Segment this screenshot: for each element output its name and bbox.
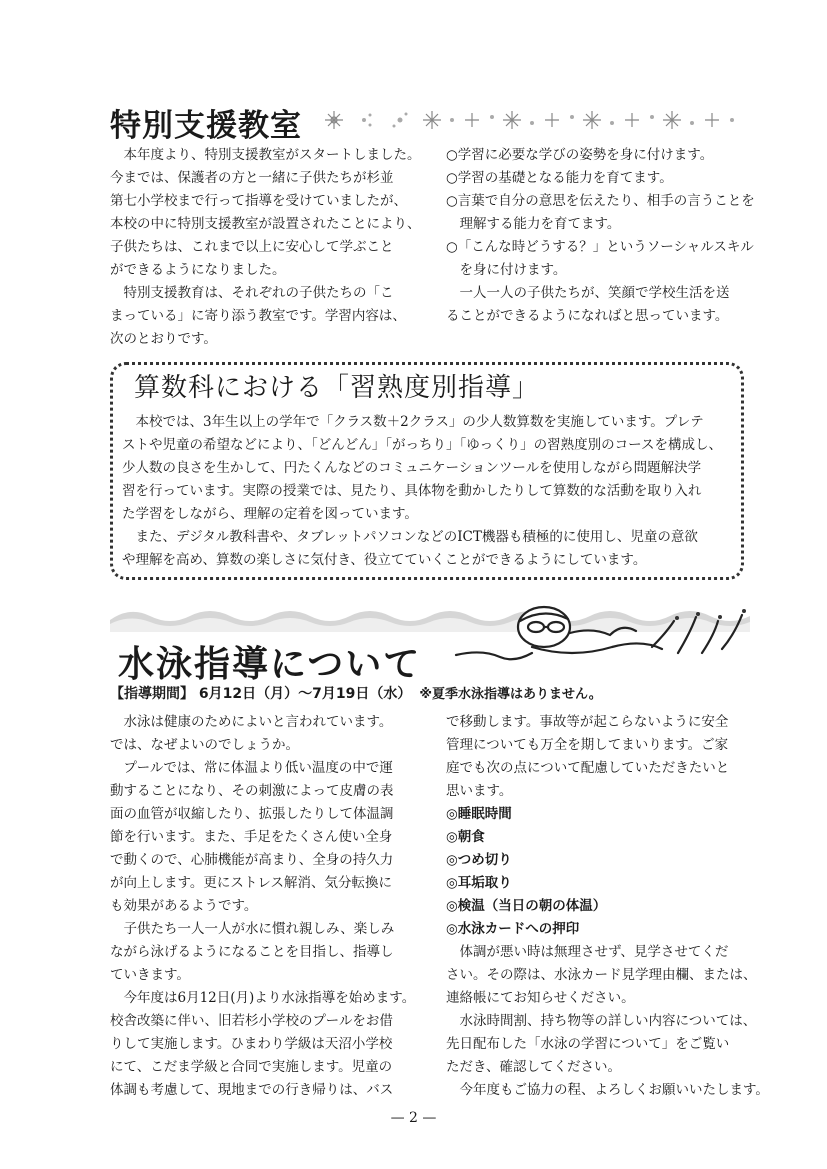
text-line: 体調が悪い時は無理させず、見学させてくだ [459, 944, 729, 960]
section-title-special-support: 特別支援教室 [110, 108, 302, 144]
checklist-item: ◎睡眠時間 [446, 806, 512, 822]
text-line: さい。その際は、水泳カード見学理由欄、または、 [446, 967, 757, 983]
text-line: まっている」に寄り添う教室です。学習内容は、 [110, 308, 406, 324]
goal-item: ○「こんな時どうする？」というソーシャルスキルを身に付けます。 [446, 239, 754, 278]
text-line: ストや児童の希望などにより、「どんどん」「がっちり」「ゆっくり」の習熟度別のコースを構成し、 [122, 437, 722, 453]
text-line: 少人数の良さを生かして、円たくんなどのコミュニケーションツールを使用しながら問題解決学 [122, 460, 702, 476]
period-note: ※夏季水泳指導はありません。 [419, 687, 602, 702]
period-dates: 【指導期間】 6月12日（月）〜7月19日（水） [110, 686, 412, 702]
text-line: 子供たち一人一人が水に慣れ親しみ、楽しみ [123, 921, 395, 937]
text-line: にて、こだま学級と合同で実施します。児童の [110, 1059, 393, 1075]
text-line: 先日配布した「水泳の学習について」をご覧い [446, 1036, 730, 1052]
page-number: — 2 — [390, 1110, 437, 1126]
text-line: 一人一人の子供たちが、笑顔で学校生活を送 [459, 285, 730, 301]
text-line: 体調も考慮して、現地までの行き帰りは、バス [110, 1082, 394, 1098]
text-line: や理解を高め、算数の楽しさに気付き、役立てていくことができるようにしています。 [122, 552, 647, 568]
text-line: 面の血管が収縮したり、拡張したりして体温調 [110, 806, 394, 822]
text-line: では、なぜよいのでしょうか。 [110, 737, 299, 753]
math-section-body [122, 411, 734, 572]
text-line: 校舎改築に伴い、旧若杉小学校のプールをお借 [110, 1013, 393, 1029]
text-line: 本校の中に特別支援教室が設置されたことにより、 [110, 216, 421, 232]
text-line: プールでは、常に体温より低い温度の中で運 [123, 760, 393, 776]
text-line: ることができるようになればと思っています。 [446, 308, 729, 324]
checklist-item: ◎水泳カードへの押印 [446, 921, 580, 937]
snowflake-flower-border-icon [322, 103, 742, 137]
swimming-body-right [446, 711, 769, 1102]
text-line: ただき、確認してください。 [446, 1059, 621, 1075]
text-line: 子供たちは、これまで以上に安心して学ぶこと [110, 239, 394, 255]
text-line: ができるようになりました。 [110, 262, 286, 278]
swimming-body-left [110, 711, 432, 1102]
text-line: 庭でも次の点について配慮していただきたいと [446, 760, 730, 776]
text-line: 水泳時間割、持ち物等の詳しい内容については、 [459, 1013, 757, 1029]
checklist-item: ◎検温（当日の朝の体温） [446, 898, 607, 914]
text-line: 管理についても万全を期してまいります。ご家 [446, 737, 729, 753]
text-line: りして実施します。ひまわり学級は天沼小学校 [110, 1036, 393, 1052]
goal-item: ○言葉で自分の意思を伝えたり、相手の言うことを理解する能力を育てます。 [446, 193, 755, 232]
text-line: 今までは、保護者の方と一緒に子供たちが杉並 [110, 170, 394, 186]
checklist-item: ◎つめ切り [446, 852, 512, 868]
text-line: 特別支援教育は、それぞれの子供たちの「こ [123, 285, 394, 301]
text-line: 思います。 [446, 783, 513, 799]
text-line: も効果があるようです。 [110, 898, 258, 914]
goal-item: ○学習に必要な学びの姿勢を身に付けます。 [446, 147, 714, 163]
section-title-swimming: 水泳指導について [118, 644, 422, 685]
text-line: た学習をしながら、理解の定着を図っています。 [122, 506, 418, 522]
checklist-item: ◎朝食 [446, 829, 485, 845]
text-line: 習を行っています。実際の授業では、見たり、具体物を動かしたりして算数的な活動を取り入れ [122, 483, 702, 499]
text-line: 節を行います。また、手足をたくさん使い全身 [110, 829, 393, 845]
text-line: 水泳は健康のためによいと言われています。 [123, 714, 393, 730]
text-line: 本校では、3年生以上の学年で「クラス数＋2クラス」の少人数算数を実施しています。プレテ [135, 414, 704, 430]
swimmer-with-goggles-icon [452, 597, 752, 677]
text-line: 今年度もご協力の程、よろしくお願いいたします。 [459, 1082, 769, 1098]
text-line: また、デジタル教科書や、タブレットパソコンなどのICT機器も積極的に使用し、児童の意欲 [135, 529, 698, 545]
text-line: 次のとおりです。 [110, 331, 217, 347]
checklist-item: ◎耳垢取り [446, 875, 512, 891]
text-line: が向上します。更にストレス解消、気分転換に [110, 875, 393, 891]
text-line: 本年度より、特別支援教室がスタートしました。 [123, 147, 421, 163]
text-line: で移動します。事故等が起こらないように安全 [446, 714, 729, 730]
text-line: 第七小学校まで行って指導を受けていましたが、 [110, 193, 407, 209]
text-line: 動することになり、その刺激によって皮膚の表 [110, 783, 394, 799]
swimming-period [110, 683, 602, 703]
section-title-math: 算数科における「習熟度別指導」 [134, 373, 540, 403]
text-line: 今年度は6月12日(月)より水泳指導を始めます。 [123, 990, 416, 1006]
text-line: 連絡帳にてお知らせください。 [446, 990, 635, 1006]
text-line: ていきます。 [110, 967, 190, 983]
text-line: ながら泳げるようになることを目指し、指導し [110, 944, 394, 960]
special-support-intro [110, 144, 430, 351]
special-support-goals [446, 144, 756, 328]
text-line: で動くので、心肺機能が高まり、全身の持久力 [110, 852, 394, 868]
goal-item: ○学習の基礎となる能力を育てます。 [446, 170, 673, 186]
